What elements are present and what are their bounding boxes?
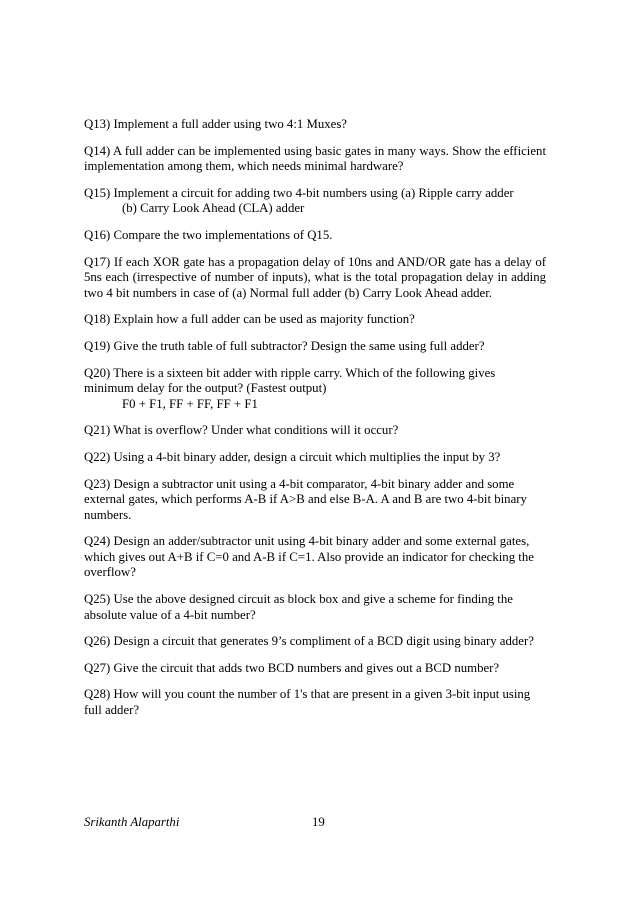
question-text: Q19) Give the truth table of full subtractor? Design the same using full adder? — [84, 338, 485, 353]
question-text: Q26) Design a circuit that generates 9’s compliment of a BCD digit using binary adder? — [84, 634, 534, 649]
question-text: minimum delay for the output? (Fastest output) — [84, 381, 327, 396]
question-14 — [84, 144, 546, 175]
question-text: Q20) There is a sixteen bit adder with ripple carry. Which of the following gives — [84, 365, 496, 380]
question-subitem: (b) Carry Look Ahead (CLA) adder — [122, 201, 305, 216]
question-text: Q21) What is overflow? Under what conditions will it occur? — [84, 423, 399, 438]
question-text: Q13) Implement a full adder using two 4:1 Muxes? — [84, 117, 347, 131]
page-footer — [84, 815, 546, 831]
question-24 — [84, 534, 546, 581]
page-number: 19 — [312, 815, 325, 829]
question-text: Q24) Design an adder/subtractor unit using 4-bit binary adder and some external gates, which gives out A+B if C=0 and A-B if C=1. Also provide an indicator for checking the overflow? — [84, 534, 534, 580]
question-27 — [84, 661, 546, 677]
question-text: Q25) Use the above designed circuit as block box and give a scheme for finding the absolute value of a 4-bit number? — [84, 592, 513, 622]
question-25 — [84, 592, 546, 623]
question-text: Q27) Give the circuit that adds two BCD numbers and gives out a BCD number? — [84, 660, 500, 675]
question-26 — [84, 634, 546, 650]
question-subitem: F0 + F1, FF + FF, FF + F1 — [122, 396, 258, 411]
question-21 — [84, 423, 546, 439]
question-28 — [84, 687, 546, 718]
question-17 — [84, 255, 546, 302]
question-15 — [84, 186, 546, 217]
question-19 — [84, 339, 546, 355]
question-13 — [84, 117, 546, 133]
question-text: Q17) If each XOR gate has a propagation delay of 10ns and AND/OR gate has a delay of 5ns each (irrespective of number of inputs), what is the total propagation delay in adding two 4 bit numbers in case of (a) Normal full adder (b) Carry Look Ahead adder. — [84, 254, 546, 300]
question-text: Q16) Compare the two implementations of Q15. — [84, 227, 333, 242]
question-23 — [84, 477, 546, 524]
question-text: Q15) Implement a circuit for adding two 4-bit numbers using (a) Ripple carry adder — [84, 185, 514, 200]
question-18 — [84, 312, 546, 328]
question-text: Q14) A full adder can be implemented using basic gates in many ways. Show the efficient implementation among them, which needs minimal hardware? — [84, 143, 546, 174]
question-text: Q23) Design a subtractor unit using a 4-bit comparator, 4-bit binary adder and some external gates, which performs A-B if A>B and else B-A. A and B are two 4-bit binary numbers. — [84, 476, 527, 522]
question-16 — [84, 228, 546, 244]
question-text: Q18) Explain how a full adder can be used as majority function? — [84, 312, 415, 327]
question-text: Q28) How will you count the number of 1's that are present in a given 3-bit input using full adder? — [84, 687, 531, 718]
question-20 — [84, 366, 546, 413]
question-22 — [84, 450, 546, 466]
footer-author: Srikanth Alaparthi — [84, 815, 180, 829]
question-list — [84, 117, 546, 730]
question-text: Q22) Using a 4-bit binary adder, design a circuit which multiplies the input by 3? — [84, 449, 501, 464]
